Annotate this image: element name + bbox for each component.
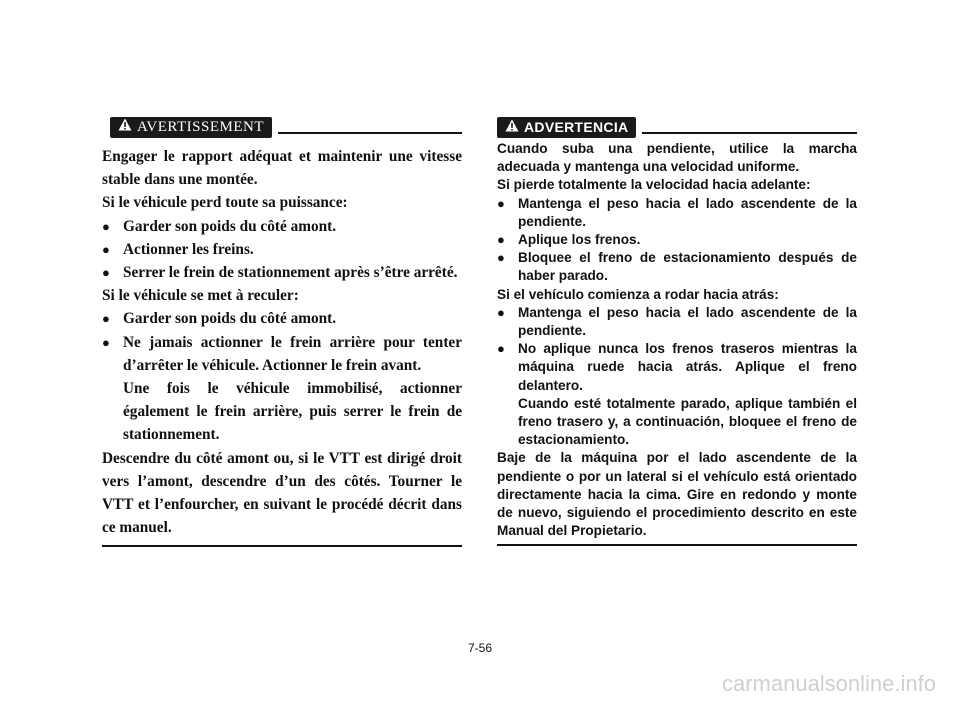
french-bullet-5: ● Ne jamais actionner le frein arrière pour tenter d’arrêter le véhicule. Actionner le frein avant. bbox=[102, 331, 462, 377]
french-intro: Engager le rapport adéquat et maintenir une vitesse stable dans une montée. bbox=[102, 148, 462, 189]
french-rolls-back: Si le véhicule se met à reculer: bbox=[102, 287, 299, 305]
french-bullet-5-continued: Une fois le véhicule immobilisé, actionner également le frein arrière, puis serrer le frein de stationnement. bbox=[123, 380, 462, 444]
french-header-rule bbox=[278, 120, 462, 134]
spanish-warning-header bbox=[497, 116, 857, 138]
page-number: 7-56 bbox=[467, 641, 493, 655]
spanish-warning-label: ADVERTENCIA bbox=[524, 119, 629, 135]
warning-triangle-icon bbox=[118, 118, 132, 136]
watermark: carmanualsonline.info bbox=[721, 671, 936, 696]
french-descend: Descendre du côté amont ou, si le VTT est dirigé droit vers l’amont, descendre d’un des côtés. Tourner le VTT et l’enfourcher, en suivant le procédé décrit dans ce manuel. bbox=[102, 449, 462, 537]
spanish-dismount: Baje de la máquina por el lado ascendente de la pendiente o por un lateral si el vehículo está orientado directamente hacia la cima. Gire en redondo y monte de nuevo, siguiendo el procedimiento descrito en este Manual del Propietario. bbox=[497, 450, 857, 539]
spanish-header-rule bbox=[642, 120, 857, 134]
spanish-warning-badge bbox=[497, 117, 636, 138]
spanish-end-rule bbox=[497, 544, 857, 546]
french-loses-power: Si le véhicule perd toute sa puissance: bbox=[102, 194, 348, 212]
french-bullet-2: ● Actionner les freins. bbox=[102, 238, 462, 261]
french-bullet-1: ● Garder son poids du côté amont. bbox=[102, 215, 462, 238]
french-bullet-3: ● Serrer le frein de stationnement après s’être arrêté. bbox=[102, 261, 462, 284]
spanish-warning-body bbox=[497, 140, 857, 540]
spanish-bullet-1: ● Mantenga el peso hacia el lado ascendente de la pendiente. bbox=[497, 195, 857, 231]
spanish-bullet-5-continued: Cuando esté totalmente parado, aplique también el freno trasero y, a continuación, bloquee el freno de estacionamiento. bbox=[518, 395, 857, 448]
french-warning-badge bbox=[110, 117, 272, 138]
spanish-rolls-back: Si el vehículo comienza a rodar hacia atrás: bbox=[497, 286, 779, 302]
spanish-warning-section bbox=[497, 116, 857, 546]
spanish-bullet-3: ● Bloquee el freno de estacionamiento después de haber parado. bbox=[497, 249, 857, 285]
warning-triangle-icon bbox=[505, 119, 519, 135]
french-warning-header bbox=[102, 116, 462, 138]
spanish-bullet-5: ● No aplique nunca los frenos traseros mientras la máquina ruede hacia atrás. Aplique el freno delantero. bbox=[497, 340, 857, 395]
french-end-rule bbox=[102, 545, 462, 547]
spanish-bullet-4: ● Mantenga el peso hacia el lado ascendente de la pendiente. bbox=[497, 304, 857, 340]
french-warning-label: AVERTISSEMENT bbox=[137, 118, 264, 135]
french-bullet-4: ● Garder son poids du côté amont. bbox=[102, 307, 462, 330]
french-warning-body bbox=[102, 145, 462, 539]
spanish-intro: Cuando suba una pendiente, utilice la marcha adecuada y mantenga una velocidad uniforme. bbox=[497, 141, 857, 175]
spanish-bullet-2: ● Aplique los frenos. bbox=[497, 231, 857, 249]
spanish-loses-speed: Si pierde totalmente la velocidad hacia adelante: bbox=[497, 177, 811, 193]
french-warning-section bbox=[102, 116, 462, 547]
